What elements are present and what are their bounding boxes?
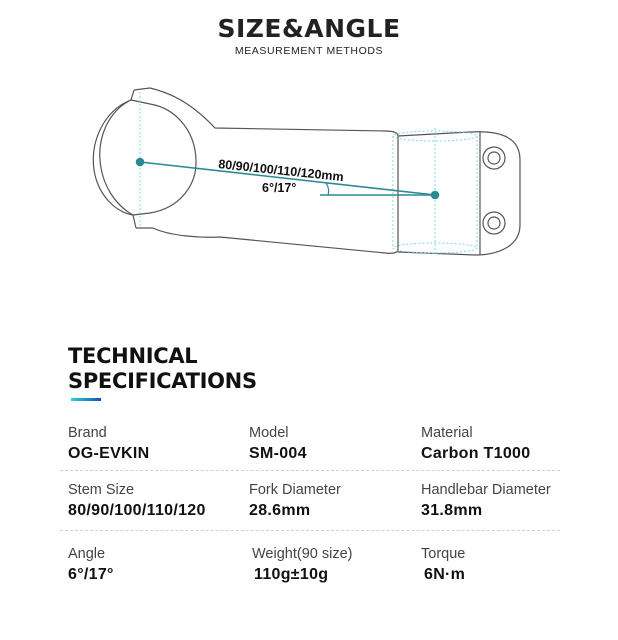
spec-model	[249, 425, 307, 463]
spec-label: Torque	[421, 546, 466, 562]
spec-value: 6°/17°	[68, 566, 114, 583]
spec-label: Model	[249, 425, 289, 441]
row-divider	[60, 470, 560, 471]
spec-label: Material	[421, 425, 473, 441]
specs-title-line1: TECHNICAL	[68, 344, 198, 368]
spec-label: Brand	[68, 425, 107, 441]
spec-material	[421, 425, 530, 463]
stem-diagram	[0, 70, 618, 270]
spec-angle	[68, 546, 114, 584]
spec-stem-size	[68, 482, 206, 520]
spec-label: Fork Diameter	[249, 482, 341, 498]
spec-handlebar-diameter	[421, 482, 551, 520]
angle-label: 6°/17°	[262, 181, 297, 195]
length-label: 80/90/100/110/120mm	[217, 157, 345, 185]
page-subtitle: MEASUREMENT METHODS	[234, 45, 384, 57]
spec-value: OG-EVKIN	[68, 445, 150, 462]
spec-value: SM-004	[249, 445, 307, 462]
spec-value: Carbon T1000	[421, 445, 531, 462]
page-title: SIZE&ANGLE	[217, 14, 401, 43]
spec-value: 6N·m	[424, 566, 466, 583]
spec-fork-diameter	[249, 482, 341, 520]
accent-bar	[71, 398, 101, 401]
spec-brand	[68, 425, 150, 463]
specs-title	[68, 344, 257, 394]
spec-value: 80/90/100/110/120	[68, 502, 206, 519]
spec-label: Stem Size	[68, 482, 135, 498]
spec-weight	[252, 546, 352, 584]
spec-label: Handlebar Diameter	[421, 482, 551, 498]
specs-title-line2: SPECIFICATIONS	[68, 369, 257, 393]
body-lower	[153, 228, 398, 253]
row-divider	[60, 530, 560, 531]
clamp-circle-left	[100, 100, 133, 215]
spec-value: 28.6mm	[249, 502, 311, 519]
spec-label: Weight(90 size)	[252, 546, 353, 562]
header	[0, 14, 618, 57]
bolts	[483, 147, 505, 234]
spec-label: Angle	[68, 546, 106, 562]
spec-value: 110g±10g	[254, 566, 329, 583]
clamp-circle-right	[150, 104, 196, 213]
spec-torque	[421, 546, 465, 584]
spec-value: 31.8mm	[421, 502, 483, 519]
